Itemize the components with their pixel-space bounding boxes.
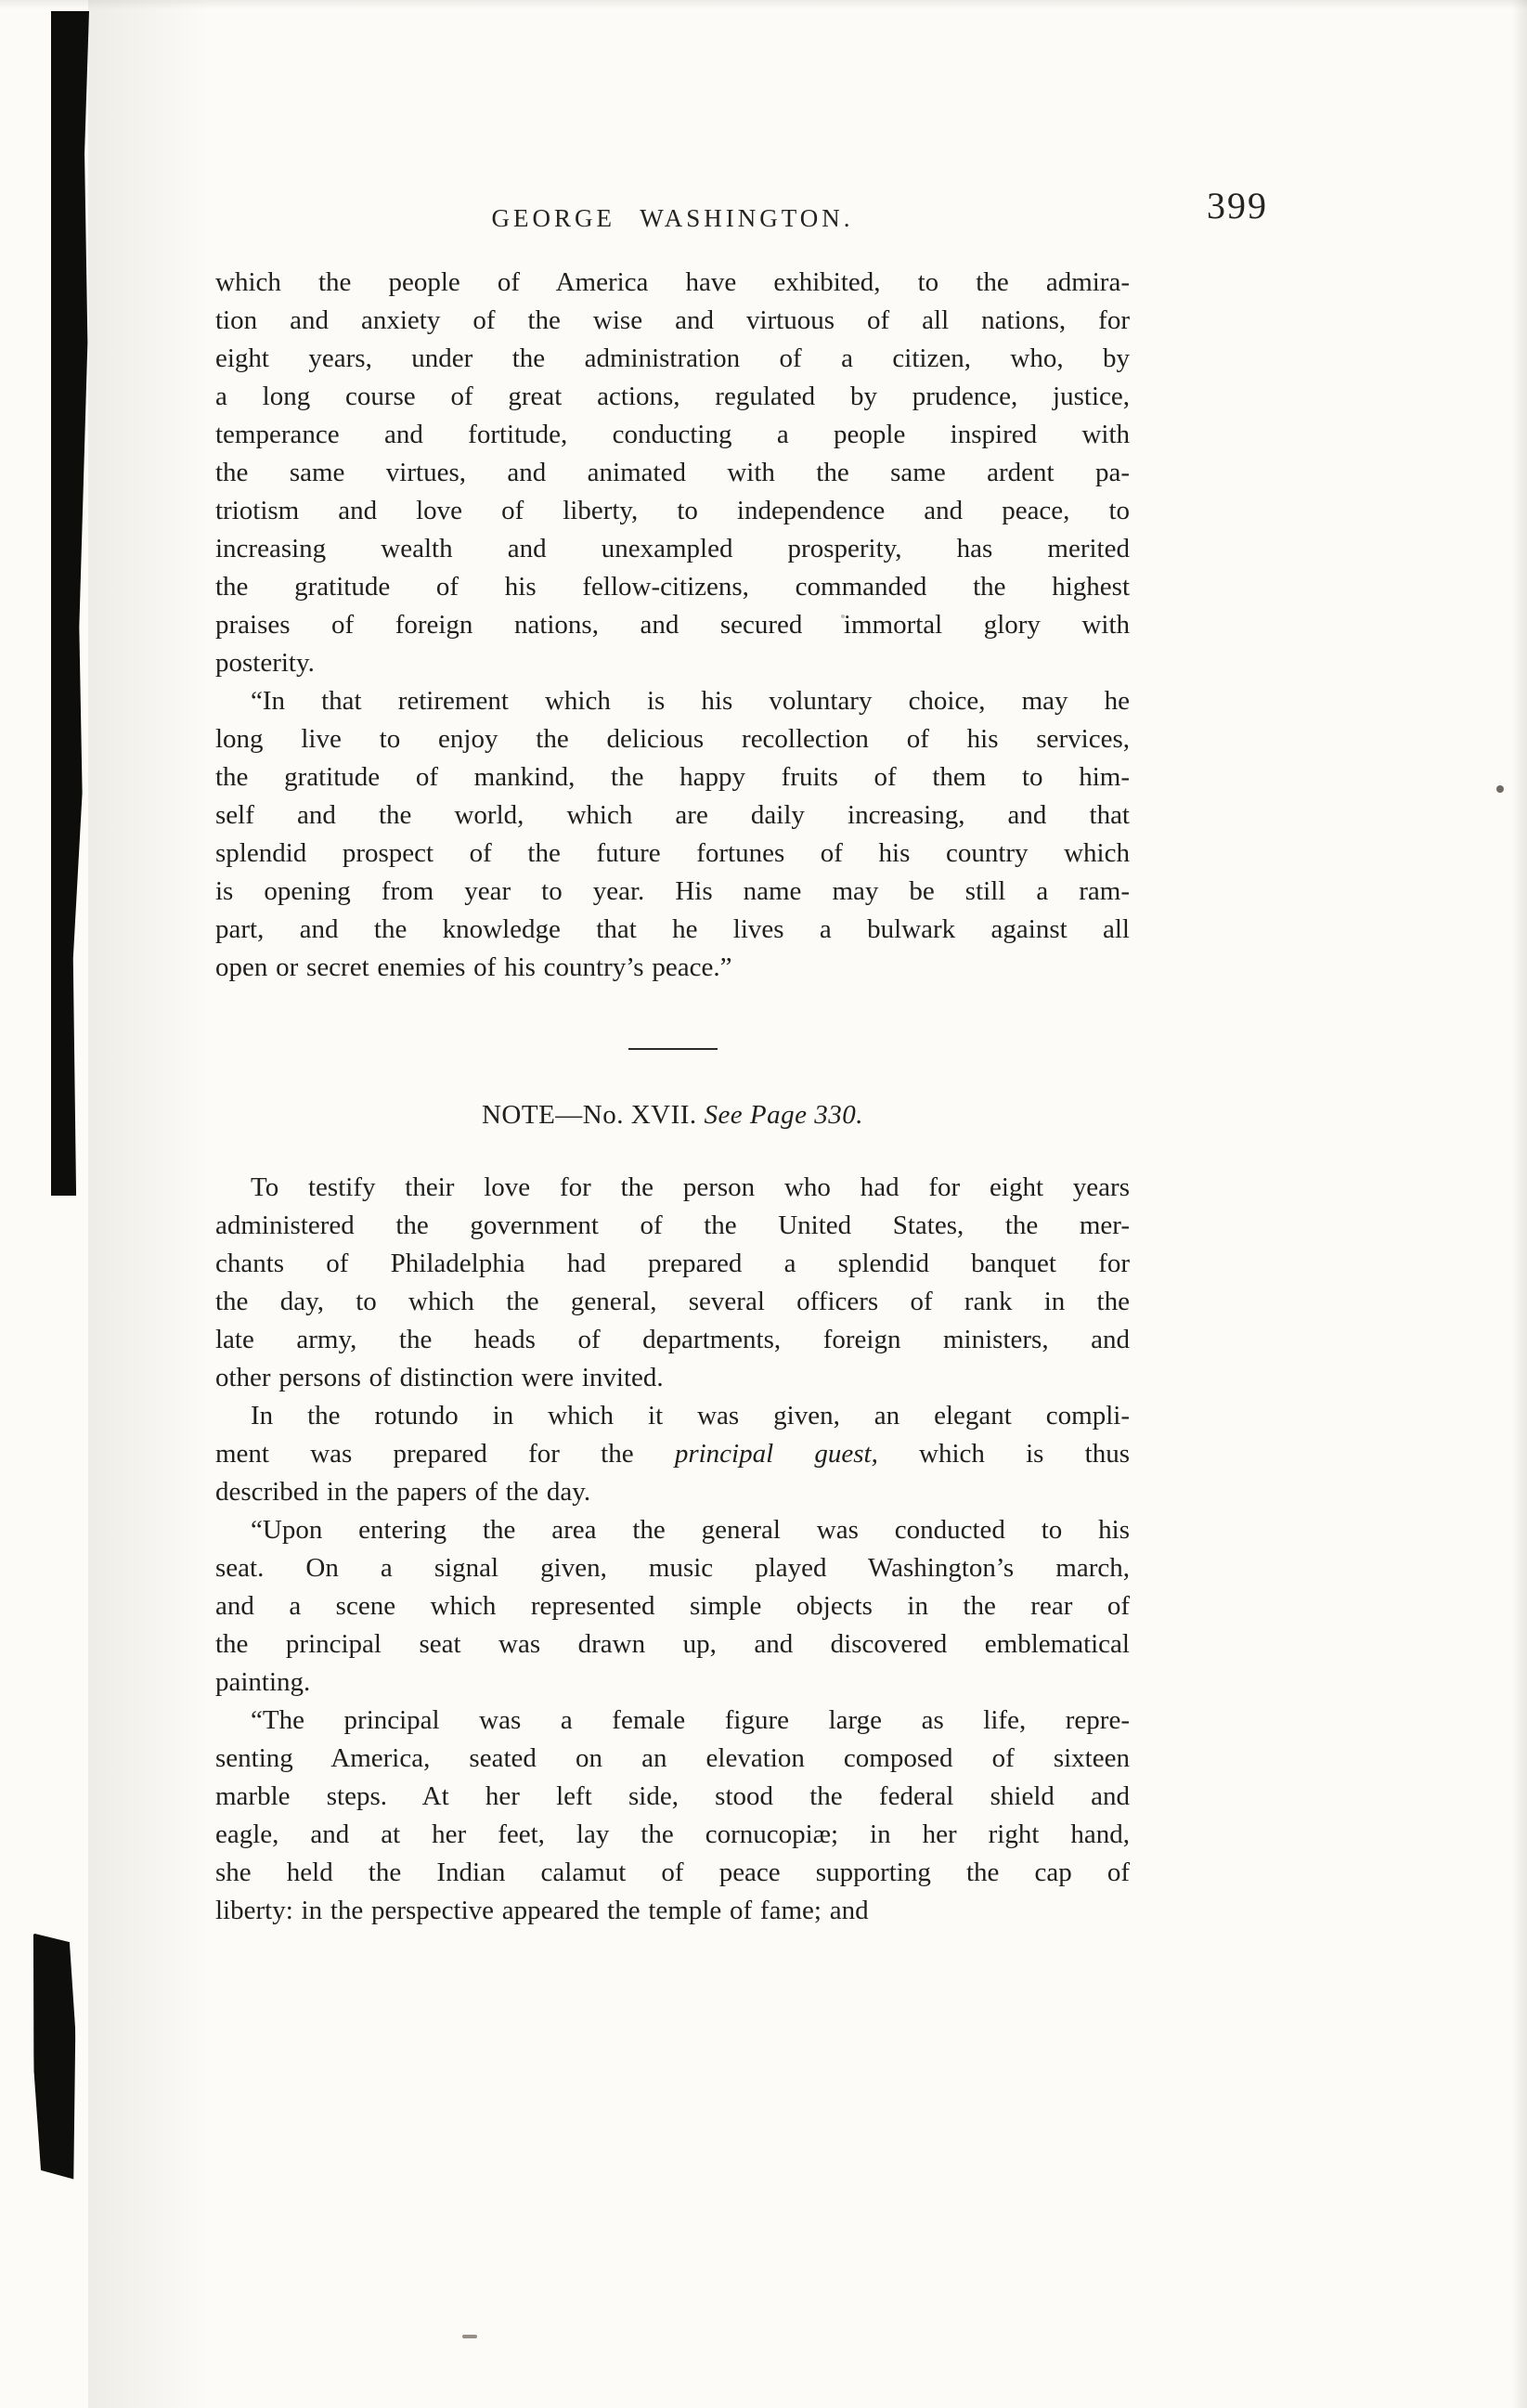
text-line: triotism and love of liberty, to independence and peace, to bbox=[215, 496, 1130, 525]
text-line: she held the Indian calamut of peace supporting the cap of bbox=[215, 1858, 1130, 1887]
note-heading bbox=[215, 1098, 1130, 1132]
binding-shadow-top bbox=[51, 11, 89, 1196]
text-line: marble steps. At her left side, stood the federal shield and bbox=[215, 1781, 1130, 1811]
text-line: is opening from year to year. His name may be still a ram- bbox=[215, 876, 1130, 906]
binding-shadow-bottom bbox=[30, 1932, 79, 2180]
text-line: open or secret enemies of his country’s peace.” bbox=[215, 952, 732, 982]
text-line: praises of foreign nations, and secured immortal glory with bbox=[215, 610, 1130, 640]
text-line: eight years, under the administration of a citizen, who, by bbox=[215, 343, 1130, 373]
gutter-shadow bbox=[88, 0, 209, 2408]
text-line: long live to enjoy the delicious recollection of his services, bbox=[215, 724, 1130, 754]
text-line: self and the world, which are daily increasing, and that bbox=[215, 800, 1130, 830]
running-title: GEORGE WASHINGTON. bbox=[491, 204, 854, 232]
text-line: the gratitude of his fellow-citizens, commanded the highest bbox=[215, 572, 1130, 602]
text-line: chants of Philadelphia had prepared a splendid banquet for bbox=[215, 1249, 1130, 1278]
scan-edge-top bbox=[0, 0, 1527, 9]
text-line: part, and the knowledge that he lives a bulwark against all bbox=[215, 914, 1130, 944]
paragraph bbox=[215, 682, 1130, 987]
text-block bbox=[215, 264, 1130, 1930]
text-line: and a scene which represented simple objects in the rear of bbox=[215, 1591, 1130, 1621]
text-line: the day, to which the general, several officers of rank in the bbox=[215, 1287, 1130, 1316]
text-line: splendid prospect of the future fortunes of his country which bbox=[215, 838, 1130, 868]
section-divider bbox=[628, 1048, 718, 1050]
paragraph bbox=[215, 1702, 1130, 1930]
scan-edge-right bbox=[1512, 0, 1527, 2408]
scan-speck bbox=[1496, 785, 1504, 793]
text-line: “Upon entering the area the general was conducted to his bbox=[251, 1515, 1130, 1545]
text-line: posterity. bbox=[215, 648, 315, 678]
text-line: “The principal was a female figure large as life, repre- bbox=[251, 1705, 1130, 1735]
paragraph bbox=[215, 1397, 1130, 1511]
text-line: “In that retirement which is his voluntary choice, may he bbox=[251, 686, 1130, 716]
text-line: senting America, seated on an elevation composed of sixteen bbox=[215, 1743, 1130, 1773]
text-line: the principal seat was drawn up, and discovered emblematical bbox=[215, 1629, 1130, 1659]
text-line: tion and anxiety of the wise and virtuous of all nations, for bbox=[215, 305, 1130, 335]
text-line: other persons of distinction were invited. bbox=[215, 1363, 664, 1392]
text-line: painting. bbox=[215, 1667, 311, 1697]
text-line: a long course of great actions, regulated by prudence, justice, bbox=[215, 382, 1130, 411]
text-line: which the people of America have exhibited, to the admira- bbox=[215, 267, 1130, 297]
text-line: the same virtues, and animated with the same ardent pa- bbox=[215, 458, 1130, 487]
text-line: In the rotundo in which it was given, an elegant compli- bbox=[251, 1401, 1130, 1431]
text-line: ment was prepared for the principal guest, which is thus bbox=[215, 1439, 1131, 1469]
text-line: seat. On a signal given, music played Washington’s march, bbox=[215, 1553, 1130, 1583]
text-line: late army, the heads of departments, foreign ministers, and bbox=[215, 1325, 1130, 1354]
page-number: 399 bbox=[1207, 185, 1268, 227]
text-line: temperance and fortitude, conducting a people inspired with bbox=[215, 420, 1130, 449]
paragraph bbox=[215, 1169, 1130, 1397]
paragraph bbox=[215, 264, 1130, 682]
text-line: liberty: in the perspective appeared the temple of fame; and bbox=[215, 1896, 869, 1925]
text-line: To testify their love for the person who had for eight years bbox=[251, 1172, 1130, 1202]
text-line: administered the government of the United States, the mer- bbox=[215, 1210, 1130, 1240]
heading-text: NOTE—No. XVII. bbox=[481, 1100, 705, 1130]
scan-speck bbox=[462, 2335, 477, 2338]
heading-italic-text: See Page 330. bbox=[704, 1100, 864, 1130]
text-line: increasing wealth and unexampled prosperity, has merited bbox=[215, 534, 1130, 563]
text-line: the gratitude of mankind, the happy fruits of them to him- bbox=[215, 762, 1130, 792]
paragraph bbox=[215, 1511, 1130, 1702]
text-line: eagle, and at her feet, lay the cornucopiæ; in her right hand, bbox=[215, 1819, 1130, 1849]
text-line: described in the papers of the day. bbox=[215, 1477, 591, 1507]
italic-text: principal guest, bbox=[674, 1439, 878, 1469]
